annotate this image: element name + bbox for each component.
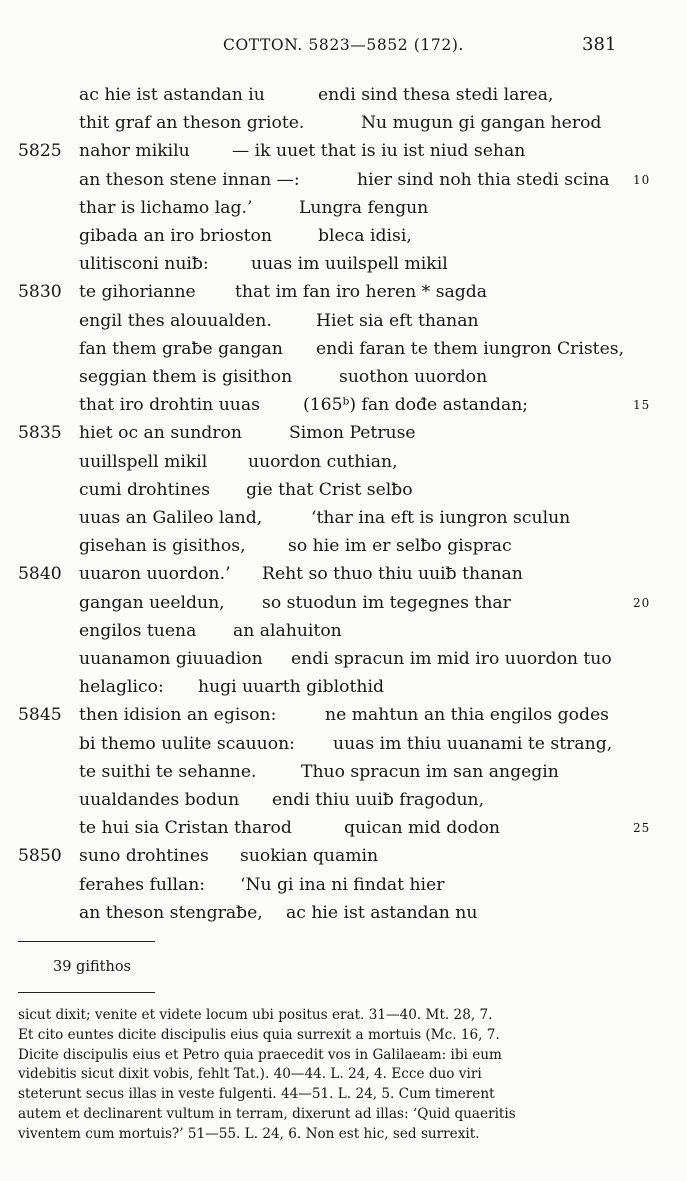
verse-line xyxy=(0,814,687,842)
first-half-line: gibada an iro brioston xyxy=(79,226,272,246)
line-number: 5840 xyxy=(18,564,62,585)
second-half-line: Reht so thuo thiu uuiƀ thanan xyxy=(262,564,523,585)
first-half-line: uuanamon giuuadion xyxy=(79,649,263,669)
first-half-line: bi themo uulite scauuon: xyxy=(79,733,295,754)
note-line: Dicite discipulis eius et Petro quia praecedit vos in Galilaeam: ibi eum xyxy=(18,1046,502,1063)
first-half-line: uualdandes bodun xyxy=(79,790,240,810)
first-half-line: that iro drohtin uuas xyxy=(79,395,260,416)
second-half-line: uuas im thiu uuanami te strang, xyxy=(333,733,613,754)
line-number: 5825 xyxy=(18,141,62,162)
verse-line xyxy=(0,363,687,391)
verse-line xyxy=(0,730,687,758)
note-line: sicut dixit; venite et videte locum ubi positus erat. 31—40. Mt. 28, 7. xyxy=(18,1007,493,1023)
note-line: Et cito euntes dicite discipulis eius quia surrexit a mortuis (Mc. 16, 7. xyxy=(18,1026,500,1043)
verse-line xyxy=(0,701,687,729)
second-half-line: that im fan iro heren * sagda xyxy=(235,282,488,303)
first-half-line: engilos tuena xyxy=(79,620,197,641)
second-half-line: Simon Petruse xyxy=(289,423,416,444)
verse-line xyxy=(0,448,687,476)
note-line: videbitis sicut dixit vobis, fehlt Tat.). 40—44. L. 24, 4. Ecce duo viri xyxy=(18,1066,482,1083)
first-half-line: ferahes fullan: xyxy=(79,874,206,895)
second-half-line: uuordon cuthian, xyxy=(248,451,398,472)
second-half-line: endi spracun im mid iro uuordon tuo xyxy=(291,649,612,669)
verse-line xyxy=(0,842,687,870)
verse-line xyxy=(0,476,687,504)
first-half-line: ac hie ist astandan iu xyxy=(79,85,265,105)
first-half-line: gisehan is gisithos, xyxy=(79,536,246,557)
verse-line xyxy=(0,758,687,786)
first-half-line: ulitisconi nuiƀ: xyxy=(79,254,209,275)
line-number: 5830 xyxy=(18,282,62,303)
separator-rule xyxy=(18,992,155,993)
verse-line xyxy=(0,335,687,363)
second-half-line: ne mahtun an thia engilos godes xyxy=(325,705,610,726)
verse-line xyxy=(0,222,687,250)
second-half-line: hugi uuarth giblothid xyxy=(198,677,384,698)
second-half-line: — ik uuet that is iu ist niud sehan xyxy=(232,141,526,162)
first-half-line: te hui sia Cristan tharod xyxy=(79,818,292,839)
margin-number: 10 xyxy=(633,172,651,187)
verse-line xyxy=(0,645,687,673)
verse-line xyxy=(0,673,687,701)
verse-line xyxy=(0,532,687,560)
page-number: 381 xyxy=(582,34,617,55)
verse-line xyxy=(0,391,687,419)
second-half-line: so stuodun im tegegnes thar xyxy=(262,592,511,613)
second-half-line: (165ᵇ) fan dođe astandan; xyxy=(303,395,529,416)
verse-line xyxy=(0,81,687,109)
second-half-line: suokian quamin xyxy=(240,846,379,867)
margin-number: 25 xyxy=(633,821,651,836)
margin-number: 15 xyxy=(633,398,651,413)
first-half-line: seggian them is gisithon xyxy=(79,367,293,387)
first-half-line: helaglico: xyxy=(79,677,164,698)
verse-line xyxy=(0,307,687,335)
verse-line xyxy=(0,786,687,814)
first-half-line: uuillspell mikil xyxy=(79,451,208,472)
verse-line xyxy=(0,194,687,222)
second-half-line: quican mid dodon xyxy=(344,818,501,839)
first-half-line: fan them graƀe gangan xyxy=(79,338,283,359)
first-half-line: thit graf an theson griote. xyxy=(79,113,305,134)
verse-line xyxy=(0,419,687,447)
running-head: COTTON. 5823—5852 (172). xyxy=(223,36,464,54)
first-half-line: thar is lichamo lag.’ xyxy=(79,197,253,218)
first-half-line: uuas an Galileo land, xyxy=(79,508,263,528)
verse-line xyxy=(0,278,687,306)
second-half-line: suothon uuordon xyxy=(339,367,488,387)
second-half-line: Nu mugun gi gangan herod xyxy=(361,113,602,134)
margin-number: 20 xyxy=(633,595,651,610)
first-half-line: an theson stengraƀe, xyxy=(79,902,263,923)
first-half-line: an theson stene innan —: xyxy=(79,169,300,190)
verse-line xyxy=(0,250,687,278)
verse-line xyxy=(0,589,687,617)
second-half-line: so hie im er selƀo gisprac xyxy=(288,536,512,557)
first-half-line: suno drohtines xyxy=(79,846,209,867)
second-half-line: an alahuiton xyxy=(233,620,342,641)
note-line: steterunt secus illas in veste fulgenti. 44—51. L. 24, 5. Cum timerent xyxy=(18,1086,495,1103)
first-half-line: uuaron uuordon.’ xyxy=(79,564,231,585)
second-half-line: ‘thar ina eft is iungron sculun xyxy=(311,508,571,528)
first-half-line: nahor mikilu xyxy=(79,141,190,162)
note-line: autem et declinarent vultum in terram, dixerunt ad illas: ‘Quid quaeritis xyxy=(18,1105,516,1122)
first-half-line: engil thes alouualden. xyxy=(79,310,272,331)
apparatus-note: 39 gifithos xyxy=(53,959,131,975)
latin-notes xyxy=(18,1006,618,1145)
second-half-line: bleca idisi, xyxy=(318,226,412,246)
second-half-line: endi sind thesa stedi larea, xyxy=(318,85,554,105)
first-half-line: gangan ueeldun, xyxy=(79,592,225,613)
second-half-line: endi thiu uuiƀ fragodun, xyxy=(272,790,485,810)
second-half-line: Hiet sia eft thanan xyxy=(316,310,479,331)
verse-line xyxy=(0,109,687,137)
first-half-line: then idision an egison: xyxy=(79,705,277,726)
verse-line xyxy=(0,617,687,645)
verse-line xyxy=(0,871,687,899)
verse-line xyxy=(0,137,687,165)
line-number: 5850 xyxy=(18,846,62,867)
second-half-line: Thuo spracun im san angegin xyxy=(301,761,559,782)
first-half-line: te gihorianne xyxy=(79,282,196,303)
second-half-line: gie that Crist selƀo xyxy=(246,479,413,500)
first-half-line: cumi drohtines xyxy=(79,479,211,500)
second-half-line: endi faran te them iungron Cristes, xyxy=(316,338,625,359)
line-number: 5845 xyxy=(18,705,62,726)
second-half-line: ac hie ist astandan nu xyxy=(286,902,478,923)
separator-rule xyxy=(18,941,155,942)
first-half-line: te suithi te sehanne. xyxy=(79,761,257,782)
verse-line xyxy=(0,899,687,927)
second-half-line: ‘Nu gi ina ni findat hier xyxy=(240,874,445,895)
verse-line xyxy=(0,504,687,532)
line-number: 5835 xyxy=(18,423,62,444)
second-half-line: Lungra fengun xyxy=(299,197,429,218)
second-half-line: hier sind noh thia stedi scina xyxy=(357,169,610,190)
verse-line xyxy=(0,166,687,194)
verse-line xyxy=(0,560,687,588)
note-line: viventem cum mortuis?’ 51—55. L. 24, 6. Non est hic, sed surrexit. xyxy=(18,1125,480,1142)
second-half-line: uuas im uuilspell mikil xyxy=(251,254,448,275)
first-half-line: hiet oc an sundron xyxy=(79,423,242,444)
